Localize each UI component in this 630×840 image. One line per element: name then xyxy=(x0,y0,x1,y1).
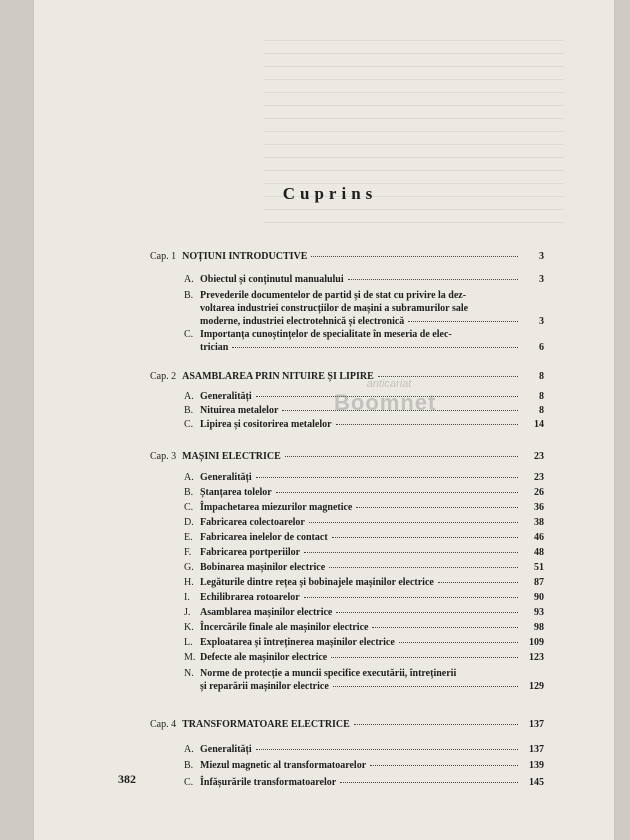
entry-page: 109 xyxy=(529,637,544,648)
entry-title: Bobinarea mașinilor electrice xyxy=(200,562,326,573)
entry-page: 90 xyxy=(534,592,544,603)
chapter-heading xyxy=(150,250,544,263)
toc-entry xyxy=(184,531,544,544)
entry-title: Exploatarea și întreținerea mașinilor electrice xyxy=(200,637,395,648)
dot-leader xyxy=(304,552,518,553)
toc-entry xyxy=(184,486,544,499)
watermark-brand: Boomnet xyxy=(334,390,437,415)
entry-title: Împachetarea miezurilor magnetice xyxy=(200,502,353,513)
dot-leader xyxy=(329,567,518,568)
dot-leader xyxy=(372,627,518,628)
toc-entry xyxy=(184,328,544,354)
dot-leader xyxy=(232,347,518,348)
entry-page: 87 xyxy=(534,577,544,588)
chapter-title: TRANSFORMATOARE ELECTRICE xyxy=(182,719,350,730)
entry-letter: B. xyxy=(184,405,194,416)
book-page xyxy=(34,0,614,840)
entry-letter: B. xyxy=(184,290,194,301)
dot-leader xyxy=(336,424,518,425)
entry-title-line: moderne, industriei electrotehnică și electronică xyxy=(200,316,405,327)
watermark-logo xyxy=(334,378,444,418)
chapter-page: 137 xyxy=(529,719,544,730)
toc-entry xyxy=(184,606,544,619)
entry-title: Generalități xyxy=(200,391,252,402)
entry-letter: H. xyxy=(184,577,194,588)
entry-letter: D. xyxy=(184,517,194,528)
entry-title: Fabricarea colectoarelor xyxy=(200,517,305,528)
entry-title-line: voltarea industriei construcțiilor de mașini a subramurilor sale xyxy=(200,303,469,314)
entry-title: Asamblarea mașinilor electrice xyxy=(200,607,333,618)
chapter-heading xyxy=(150,450,544,463)
chapter-page: 8 xyxy=(539,371,544,382)
entry-title: Nituirea metalelor xyxy=(200,405,279,416)
dot-leader xyxy=(304,597,518,598)
entry-letter: C. xyxy=(184,329,194,340)
chapter-title: MAȘINI ELECTRICE xyxy=(182,451,281,462)
entry-title: Defecte ale mașinilor electrice xyxy=(200,652,328,663)
dot-leader xyxy=(256,477,518,478)
entry-letter: M. xyxy=(184,652,196,663)
entry-page: 14 xyxy=(534,419,544,430)
entry-letter: B. xyxy=(184,760,194,771)
entry-page: 145 xyxy=(529,777,544,788)
entry-title-line: și reparării mașinilor electrice xyxy=(200,681,329,692)
chapter-label: Cap. 1 xyxy=(150,251,177,262)
entry-page: 23 xyxy=(534,472,544,483)
dot-leader xyxy=(331,657,518,658)
dot-leader xyxy=(256,749,518,750)
chapter-page: 3 xyxy=(539,251,544,262)
dot-leader xyxy=(336,612,518,613)
entry-title-line: trician xyxy=(200,342,229,353)
chapter-title: ASAMBLAREA PRIN NITUIRE ȘI LIPIRE xyxy=(182,371,374,382)
chapter-label: Cap. 2 xyxy=(150,371,177,382)
entry-letter: E. xyxy=(184,532,193,543)
entry-page: 139 xyxy=(529,760,544,771)
toc-entry xyxy=(184,576,544,589)
entry-page: 93 xyxy=(534,607,544,618)
chapter-label: Cap. 4 xyxy=(150,719,177,730)
dot-leader xyxy=(399,642,518,643)
dot-leader xyxy=(309,522,518,523)
dot-leader xyxy=(285,456,518,457)
chapter-title: NOȚIUNI INTRODUCTIVE xyxy=(182,251,308,262)
chapter-label: Cap. 3 xyxy=(150,451,177,462)
entry-letter: A. xyxy=(184,391,194,402)
entry-page: 129 xyxy=(529,681,544,692)
entry-title: Lipirea și cositorirea metalelor xyxy=(200,419,332,430)
entry-title-line: Importanța cunoștințelor de specialitate în meseria de elec- xyxy=(200,329,452,340)
dot-leader xyxy=(408,321,518,322)
entry-page: 98 xyxy=(534,622,544,633)
toc-entry xyxy=(184,273,544,286)
toc-entry xyxy=(184,561,544,574)
entry-page: 8 xyxy=(539,405,544,416)
entry-page: 123 xyxy=(529,652,544,663)
toc-entry xyxy=(184,591,544,604)
entry-letter: F. xyxy=(184,547,192,558)
entry-title: Generalități xyxy=(200,472,252,483)
entry-letter: K. xyxy=(184,622,194,633)
toc-entry xyxy=(184,471,544,484)
entry-letter: C. xyxy=(184,419,194,430)
entry-page: 3 xyxy=(539,274,544,285)
entry-page: 38 xyxy=(534,517,544,528)
dot-leader xyxy=(378,376,518,377)
entry-letter: B. xyxy=(184,487,194,498)
toc-entry xyxy=(184,621,544,634)
toc-entry xyxy=(184,776,544,789)
entry-page: 51 xyxy=(534,562,544,573)
entry-letter: G. xyxy=(184,562,194,573)
entry-title: Fabricarea portperiilor xyxy=(200,547,301,558)
toc-entry xyxy=(184,418,544,431)
dot-leader xyxy=(311,256,518,257)
toc-entry xyxy=(184,636,544,649)
entry-title: Ștanțarea tolelor xyxy=(200,487,272,498)
dot-leader xyxy=(276,492,518,493)
entry-title: Legăturile dintre rețea și bobinajele mașinilor electrice xyxy=(200,577,434,588)
chapter-page: 23 xyxy=(534,451,544,462)
entry-page: 46 xyxy=(534,532,544,543)
entry-title-line: Prevederile documentelor de partid și de stat cu privire la dez- xyxy=(200,290,467,301)
dot-leader xyxy=(348,279,518,280)
dot-leader xyxy=(340,782,518,783)
entry-page: 137 xyxy=(529,744,544,755)
toc-entry xyxy=(184,743,544,756)
entry-letter: C. xyxy=(184,777,194,788)
toc-entry xyxy=(184,289,544,328)
entry-title: Încercările finale ale mașinilor electrice xyxy=(200,622,369,633)
dot-leader xyxy=(332,537,518,538)
entry-page: 48 xyxy=(534,547,544,558)
dot-leader xyxy=(356,507,518,508)
dot-leader xyxy=(370,765,518,766)
entry-page: 36 xyxy=(534,502,544,513)
entry-title: Obiectul și conținutul manualului xyxy=(200,274,344,285)
page-title: Cuprins xyxy=(282,184,378,203)
dot-leader xyxy=(354,724,518,725)
entry-title-line: Norme de protecție a muncii specifice executării, întreținerii xyxy=(200,668,457,679)
toc-entry xyxy=(184,651,544,664)
toc-entry xyxy=(184,759,544,772)
entry-title: Miezul magnetic al transformatoarelor xyxy=(200,760,367,771)
toc-entry xyxy=(184,546,544,559)
entry-letter: A. xyxy=(184,472,194,483)
entry-title: Echilibrarea rotoarelor xyxy=(200,592,300,603)
entry-title: Înfășurările transformatoarelor xyxy=(200,777,337,788)
dot-leader xyxy=(333,686,518,687)
toc-entry xyxy=(184,516,544,529)
entry-page: 6 xyxy=(539,342,544,353)
entry-page: 8 xyxy=(539,391,544,402)
entry-letter: C. xyxy=(184,502,194,513)
entry-page: 26 xyxy=(534,487,544,498)
chapter-heading xyxy=(150,718,544,731)
dot-leader xyxy=(438,582,518,583)
entry-letter: L. xyxy=(184,637,193,648)
entry-letter: I. xyxy=(184,592,190,603)
toc-entry xyxy=(184,501,544,514)
toc-entry xyxy=(184,667,544,693)
entry-letter: A. xyxy=(184,274,194,285)
entry-letter: N. xyxy=(184,668,194,679)
entry-title: Generalități xyxy=(200,744,252,755)
page-number: 382 xyxy=(118,772,136,786)
entry-letter: J. xyxy=(184,607,191,618)
entry-letter: A. xyxy=(184,744,194,755)
entry-title: Fabricarea inelelor de contact xyxy=(200,532,328,543)
entry-page: 3 xyxy=(539,316,544,327)
watermark-tagline: anticariat xyxy=(366,378,412,390)
